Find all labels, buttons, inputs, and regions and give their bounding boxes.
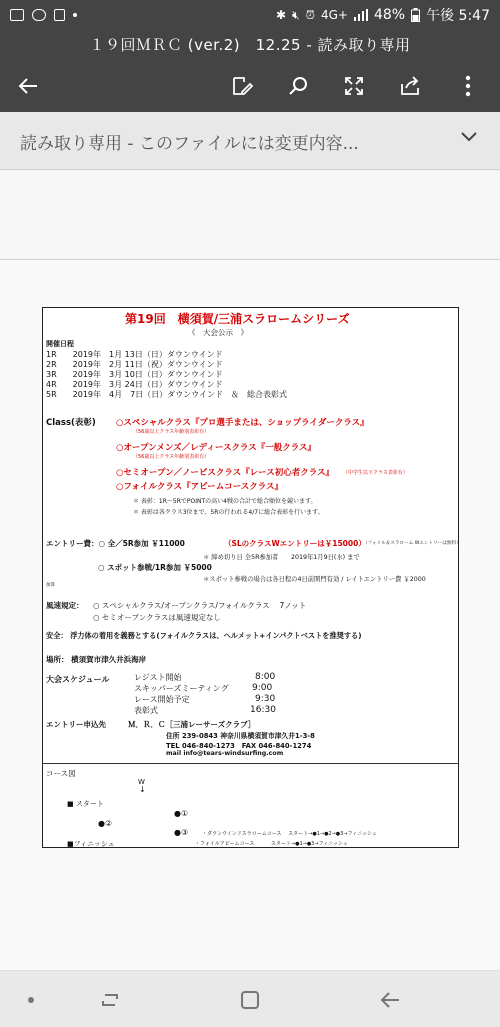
wind-arrow-icon: ↓: [139, 785, 146, 794]
fullscreen-icon: [342, 74, 366, 98]
schedule-heading: 開催日程: [46, 340, 74, 348]
schedule-row: 3R 2019年 3月 10日（日）ダウンウインド: [46, 370, 223, 379]
bluetooth-icon: ✱: [275, 8, 287, 22]
contact-label: エントリー申込先: [46, 720, 106, 729]
nav-back-button[interactable]: [375, 985, 405, 1015]
schedule-row: 2R 2019年 2月 11日（祝）ダウンウインド: [46, 360, 223, 369]
class-special: ○スペシャルクラス『プロ選手または、ショップライダークラス』: [116, 418, 369, 428]
course-divider: [43, 763, 458, 764]
lock-icon: [54, 9, 65, 21]
venue-text: 場所： 横須賀市津久井浜海岸: [46, 655, 147, 664]
dot-icon: [27, 996, 35, 1004]
recent-apps-icon: [99, 991, 121, 1009]
document-page: [42, 307, 459, 848]
wind-rules-label: 風速規定：: [46, 601, 84, 610]
class-open-note: （56歳以上クラス年齢別表彰有）: [133, 454, 210, 460]
line-icon: [32, 9, 46, 21]
course-start: ■ スタート: [67, 800, 104, 808]
home-icon: [240, 990, 260, 1010]
day-schedule-label: 大会スケジュール: [46, 675, 110, 684]
award-note: ＊ 表彰は各クラス3位まで、5Rの行われる4/7に総合表彰を行います。: [133, 509, 324, 516]
search-button[interactable]: [282, 70, 314, 102]
signal-icon: [354, 9, 368, 21]
status-bar: [0, 0, 500, 30]
schedule-row: 4R 2019年 3月 24日（日）ダウンウインド: [46, 380, 223, 389]
class-semi-open: ○セミオープン／ノービスクラス『レース初心者クラス』: [116, 468, 334, 478]
home-button[interactable]: [235, 985, 265, 1015]
more-icon: [465, 75, 471, 97]
day-schedule-item: レジスト開始: [134, 673, 182, 682]
day-schedule-time: 9:00: [252, 683, 273, 693]
course-mark: ●①: [174, 809, 189, 818]
class-special-note: （56歳以上クラス年齢別表彰有）: [133, 429, 210, 435]
contact-mail: mail info@tears-windsurfing.com: [166, 750, 284, 757]
day-schedule-time: 16:30: [250, 705, 276, 715]
spot-entry: ○ スポット参戦/1R参加 ￥5000: [98, 563, 212, 572]
entry-deadline: ＊ 締め切り日 全5R参加者 2019年1月9日(水) まで: [203, 554, 360, 561]
doc-title: 第19回 横須賀/三浦スラロームシリーズ: [125, 312, 350, 326]
readonly-banner[interactable]: [0, 112, 500, 170]
wind-rule: ○ スペシャルクラス/オープンクラス/フォイルクラス 7ノット: [93, 601, 307, 610]
notification-dot-icon: [73, 13, 77, 17]
entry-fee: エントリー費：○ 全／5R参加 ￥11000: [46, 539, 185, 548]
battery-icon: [411, 8, 420, 22]
day-schedule-time: 8:00: [255, 672, 276, 682]
spot-entry-note-tail: 加算: [46, 583, 55, 588]
battery-percent: 48%: [373, 7, 406, 23]
document-title: １９回ＭＲＣ (ver.2) 12.25 - 読み取り専用: [0, 30, 500, 60]
app-toolbar: [0, 60, 500, 112]
course-description: ・ダウンウインドスラロームコース スタート→●1→●2→●3→フィニッシュ: [202, 831, 377, 837]
day-schedule-time: 9:30: [255, 694, 276, 704]
back-arrow-icon: [16, 74, 40, 98]
contact-address: 住所 239-0843 神奈川県横須賀市津久井1-3-8: [166, 732, 315, 740]
network-type: 4G+: [320, 8, 348, 22]
schedule-row: 1R 2019年 1月 13日（日）ダウンウインド: [46, 350, 223, 359]
safety-text: 安全： 浮力体の着用を義務とする(フォイルクラスは、ヘルメット+インパクトベストを推奨する): [46, 631, 362, 640]
course-mark: ●③: [174, 828, 189, 837]
share-icon: [398, 74, 422, 98]
previous-page: [0, 171, 500, 259]
alarm-icon: ⏰︎: [305, 7, 315, 22]
wind-rule: ○ セミオープンクラスは風速規定なし: [93, 613, 221, 622]
edit-icon: [230, 74, 254, 98]
fullscreen-button[interactable]: [338, 70, 370, 102]
class-label: Class(表彰): [46, 418, 96, 428]
search-icon: [286, 74, 310, 98]
clock: 午後 5:47: [426, 8, 490, 24]
contact-org: Ｍ．Ｒ．Ｃ［三浦レーサーズクラブ］: [128, 720, 256, 729]
entry-fee-double: （SLのクラスWエントリーは￥15000）: [224, 539, 366, 548]
day-schedule-item: レース開始予定: [134, 695, 190, 704]
share-button[interactable]: [394, 70, 426, 102]
mute-icon: 🔇︎: [292, 7, 300, 22]
course-finish: ■フィニッシュ: [67, 840, 115, 848]
schedule-row: 5R 2019年 4月 7日（日）ダウンウインド ＆ 総合表彰式: [46, 390, 287, 399]
back-button[interactable]: [12, 70, 44, 102]
image-icon: [10, 9, 24, 21]
spot-entry-note: ＊スポット参戦の場合は各日程の4日前開門有効 / レイトエントリー費 ￥2000: [203, 576, 426, 583]
doc-subtitle: 《 大会公示 》: [188, 328, 248, 337]
navigation-bar: [0, 970, 500, 1027]
readonly-banner-text: 読み取り専用 - このファイルには変更内容...: [20, 134, 359, 154]
edit-button[interactable]: [226, 70, 258, 102]
course-mark: ●②: [98, 819, 113, 828]
day-schedule-item: スキッパーズミーティング: [134, 684, 229, 693]
course-description: ・フォイルアピームコース スタート→●1→●3→フィニッシュ: [195, 841, 348, 847]
chevron-down-icon[interactable]: [460, 130, 478, 142]
class-semi-open-note: （中学生以下クラス表彰有）: [343, 470, 408, 476]
nav-dot-button[interactable]: [16, 985, 46, 1015]
class-foil: ○フォイルクラス『アピームコースクラス』: [116, 482, 284, 492]
course-heading: コース図: [46, 769, 76, 778]
award-note: ＊ 表彰：1R～5RでPOINTの高い4戦の合計で総合順位を競います。: [133, 498, 317, 505]
wind-label: W: [138, 778, 145, 786]
contact-phone: TEL 046-840-1273 FAX 046-840-1274: [166, 742, 312, 750]
day-schedule-item: 表彰式: [134, 706, 158, 715]
nav-back-icon: [379, 991, 401, 1009]
class-open: ○オープンメンズ／レディースクラス『一般クラス』: [116, 443, 317, 453]
recent-apps-button[interactable]: [95, 985, 125, 1015]
entry-fee-note: （フォイル＆スラローム Wエントリーは無料）: [363, 541, 461, 546]
more-button[interactable]: [452, 70, 484, 102]
